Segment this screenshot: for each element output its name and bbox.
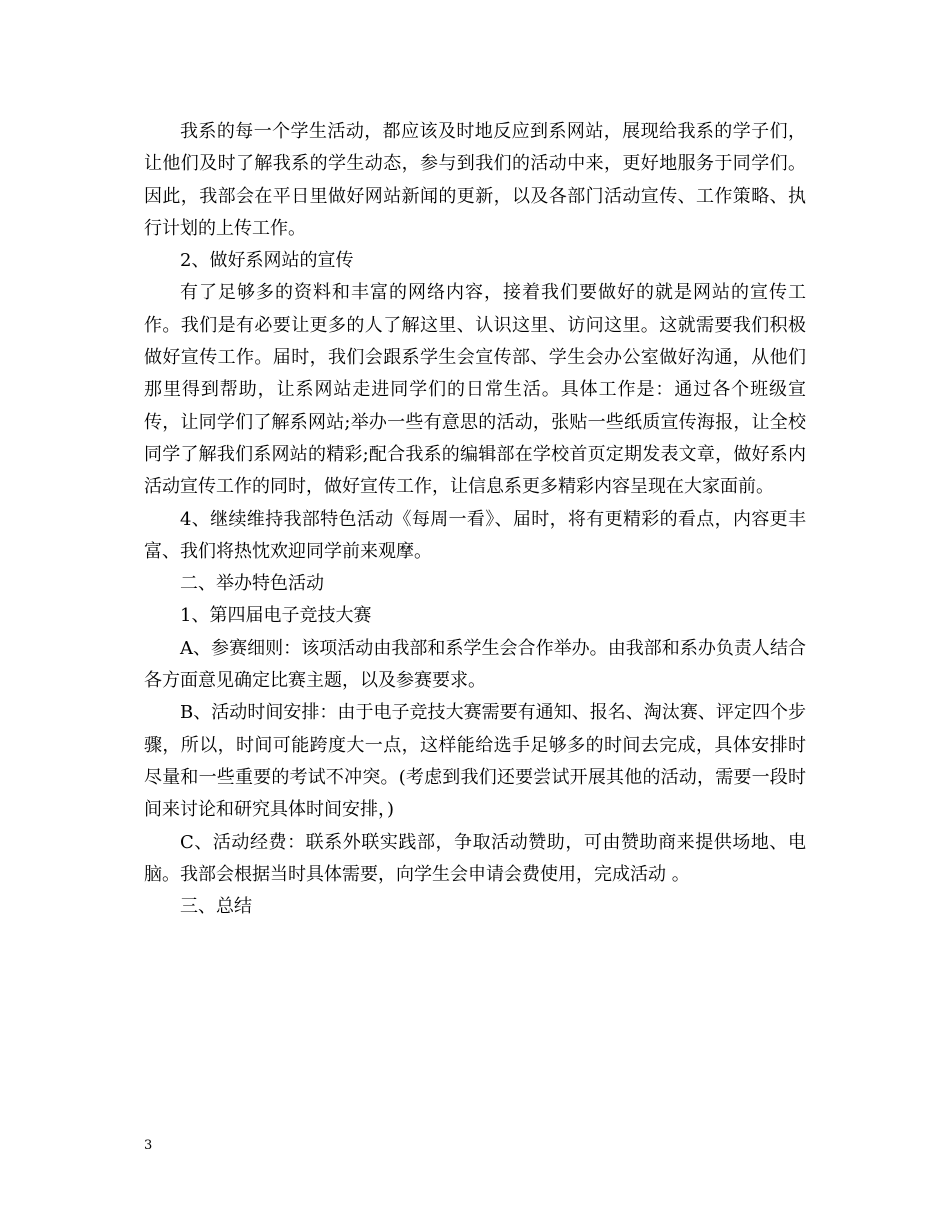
paragraph-promotion-details: 有了足够多的资料和丰富的网络内容，接着我们要做好的就是网站的宣传工作。我们是有必要让更多的人了解这里、认识这里、访问这里。这就需要我们积极做好宣传工作。届时，我们会跟系学生会宣传部、学生会办公室做好沟通，从他们那里得到帮助，让系网站走进同学们的日常生活。具体工作是：通过各个班级宣传，让同学们了解系网站;举办一些有意思的活动，张贴一些纸质宣传海报，让全校同学了解我们系网站的精彩;配合我系的编辑部在学校首页定期发表文章，做好系内活动宣传工作的同时，做好宣传工作，让信息系更多精彩内容呈现在大家面前。 [144, 282, 806, 498]
paragraph-funding: C、活动经费：联系外联实践部，争取活动赞助，可由赞助商来提供场地、电脑。我部会根据当时具体需要，向学生会申请会费使用，完成活动 。 [144, 831, 806, 885]
page-number: 3 [144, 1138, 153, 1153]
paragraph-weekly-activity: 4、继续维持我部特色活动《每周一看》、届时，将有更精彩的看点，内容更丰富、我们将热忱欢迎同学前来观摩。 [144, 508, 806, 562]
paragraph-schedule: B、活动时间安排：由于电子竞技大赛需要有通知、报名、淘汰赛、评定四个步骤，所以，时间可能跨度大一点，这样能给选手足够多的时间去完成，具体安排时尽量和一些重要的考试不冲突。(考虑到我们还要尝试开展其他的活动，需要一段时间来讨论和研究具体时间安排，) [144, 702, 806, 821]
paragraph-website-updates: 我系的每一个学生活动，都应该及时地反应到系网站，展现给我系的学子们，让他们及时了解我系的学生动态，参与到我们的活动中来，更好地服务于同学们。因此，我部会在平日里做好网站新闻的更新，以及各部门活动宣传、工作策略、执行计划的上传工作。 [144, 121, 806, 239]
paragraph-contest-rules: A、参赛细则：该项活动由我部和系学生会合作举办。由我部和系办负责人结合各方面意见确定比赛主题，以及参赛要求。 [144, 637, 806, 692]
heading-website-promotion: 2、做好系网站的宣传 [180, 250, 354, 272]
body-text [144, 116, 806, 923]
heading-esports-contest: 1、第四届电子竞技大赛 [180, 605, 372, 627]
heading-special-activities: 二、举办特色活动 [180, 573, 324, 595]
heading-summary: 三、总结 [180, 896, 252, 918]
